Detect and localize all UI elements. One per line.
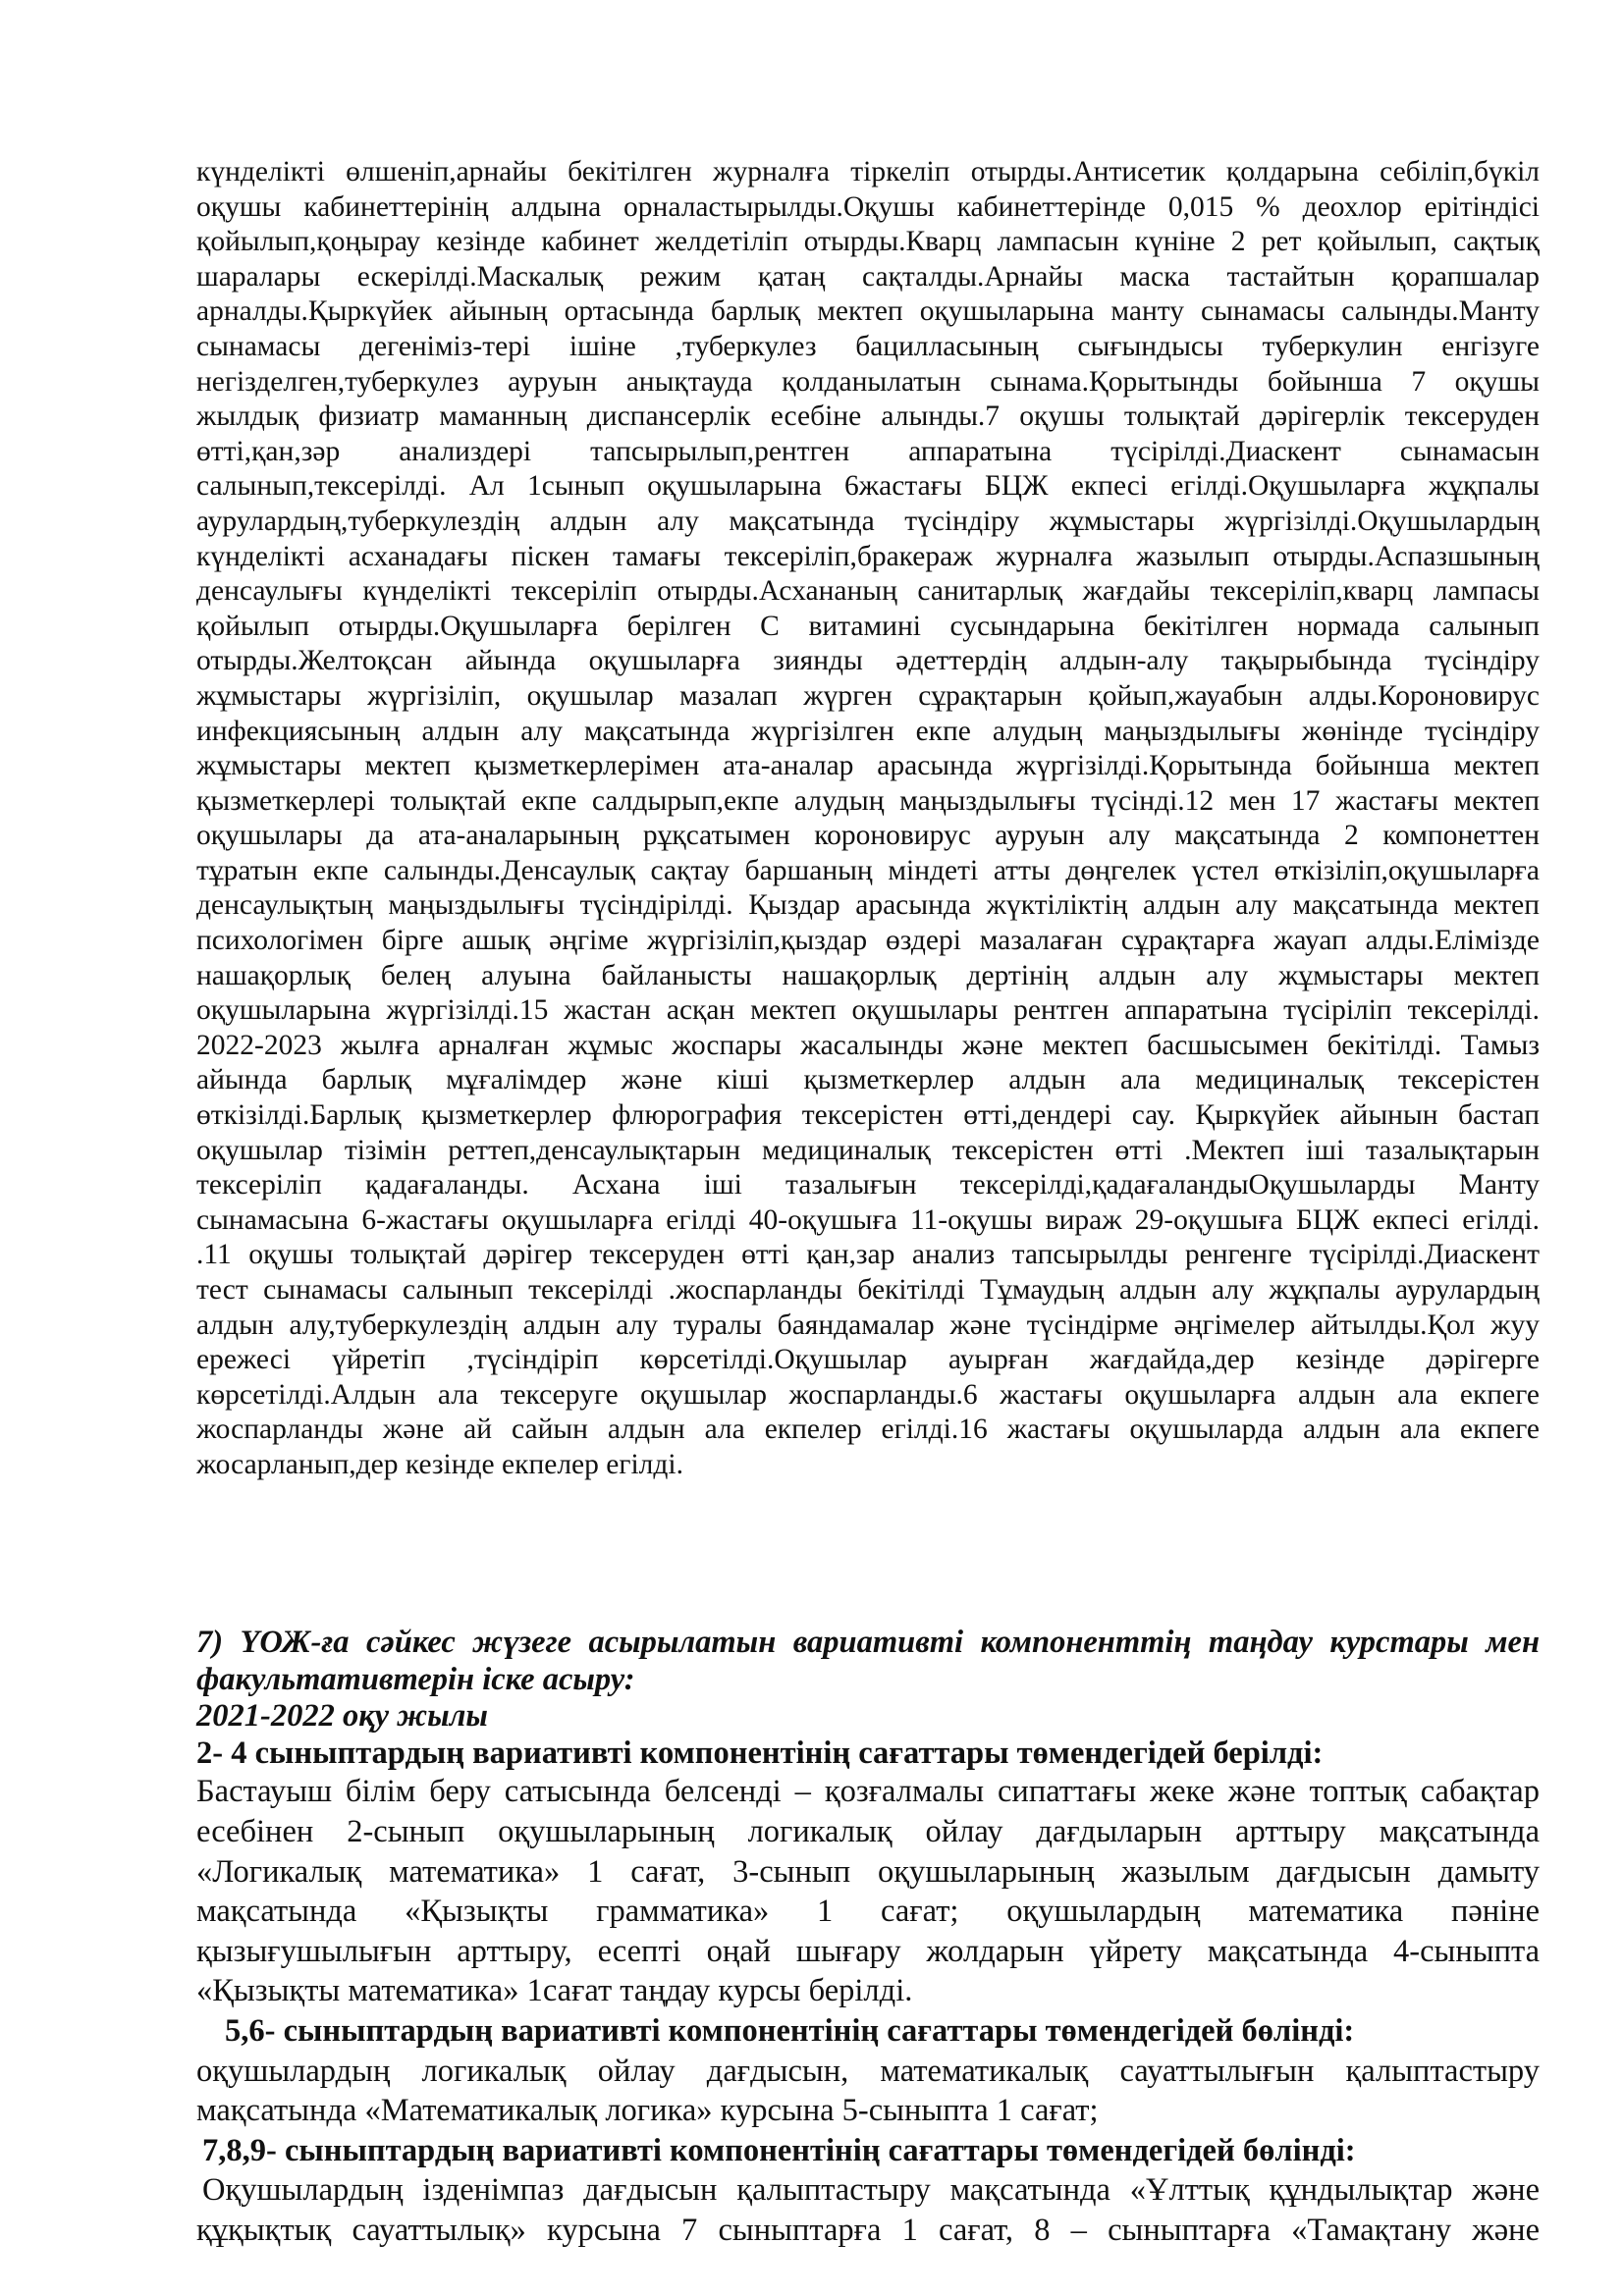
text-line: жылдық физиатр маманның диспансерлік есебіне алынды.7 оқушы толықтай дәрігерлік тексеруден: [196, 400, 1540, 433]
text-line: негізделген,туберкулез ауруын анықтауда қолданылатын сынама.Қорытынды бойынша 7 оқушы: [196, 365, 1540, 398]
text-line: шаралары ескерілді.Маскалық режим қатаң сақталды.Арнайы маска тастайтын қорапшалар: [196, 260, 1540, 293]
text-line: өткізілді.Барлық қызметкерлер флюрография тексерістен өтті,дендері сау. Қыркүйек айынын бастап: [196, 1099, 1540, 1132]
grades-5-6-title: 5,6- сыныптардың вариативті компонентінің сағаттары төмендегідей бөлінді:: [225, 2012, 1355, 2049]
text-line: салынып,тексерілді. Ал 1сынып оқушыларына 6жастағы БЦЖ екпесі егілді.Оқушыларға жұқпалы: [196, 470, 1540, 503]
continuation-text: [196, 155, 1540, 1483]
text-line: қойылып отырды.Оқушыларға берілген С витамині сусындарына бекітілген нормада салынып: [196, 610, 1540, 642]
text-line: тұратын екпе салынды.Денсаулық сақтау баршаның міндеті атты дөңгелек үстел өткізіліп,оқушыларға: [196, 854, 1540, 886]
grades-7-9-title: 7,8,9- сыныптардың вариативті компонентінің сағаттары төмендегідей бөлінді:: [202, 2132, 1356, 2168]
section-heading-line: факультативтерін іске асыру:: [196, 1661, 635, 1697]
text-line: мақсатында «Математикалық логика» курсына 5-сыныпта 1 сағат;: [196, 2093, 1099, 2129]
text-line: жоспарланды және ай сайын алдын ала екпелер егілді.16 жастағы оқушыларда алдын ала екпеге: [196, 1414, 1540, 1446]
text-line: оқушылардың логикалық ойлау дағдысын, математикалық сауаттылығын қалыптастыру: [196, 2053, 1540, 2089]
text-line: есебінен 2-сынып оқушыларының логикалық ойлау дағдыларын арттыру мақсатында: [196, 1813, 1540, 1849]
section-7: [196, 1625, 1540, 2251]
text-line: өтті,қан,зәр анализдері тапсырылып,рентген аппаратына түсірілді.Диаскент сынамасын: [196, 435, 1540, 467]
text-line: 2022-2023 жылға арналған жұмыс жоспары жасалынды және мектеп басшысымен бекітілді. Тамыз: [196, 1029, 1540, 1061]
text-line: жосарланып,дер кезінде екпелер егілді.: [196, 1448, 683, 1480]
text-line: арналды.Қыркүйек айының ортасында барлық мектеп оқушыларына манту сынамасы салынды.Манту: [196, 295, 1540, 328]
section-heading: [196, 1625, 1540, 1698]
text-line: оқушылары да ата-аналарының рұқсатымен короновирус ауруын алу мақсатында 2 компонеттен: [196, 820, 1540, 852]
text-line: оқушыларына жүргізілді.15 жастан асқан мектеп оқушылары рентген аппаратына түсіріліп тексерілді.: [196, 994, 1540, 1027]
grades-7-9-block: [196, 2131, 1540, 2251]
text-line: қызығушылығын арттыру, есепті оңай шығару жолдарын үйрету мақсатында 4-сыныпта: [196, 1933, 1540, 1969]
text-line: күнделікті асханадағы піскен тамағы тексеріліп,бракераж журналға жазылып отырды.Аспазшының: [196, 540, 1540, 572]
text-line: көрсетілді.Алдын ала тексеруге оқушылар жоспарланды.6 жастағы оқушыларға алдын ала екпеге: [196, 1378, 1540, 1411]
text-line: алдын алу,туберкулездің алдын алу туралы баяндамалар және түсіндірме әңгімелер айтылды.Қол жуу: [196, 1308, 1540, 1341]
text-line: тест сынамасы салынып тексерілді .жоспарланды бекітілді Тұмаудың алдын алу жұқпалы аурулардың: [196, 1274, 1540, 1306]
text-line: денсаулықтың маңыздылығы түсіндірілді. Қыздар арасында жүктіліктің алдын алу мақсатында мектеп: [196, 889, 1540, 922]
text-line: сынамасы дегеніміз-тері ішіне ,туберкулез бацилласының сығындысы туберкулин енгізуге: [196, 330, 1540, 362]
text-line: «Логикалық математика» 1 сағат, 3-сынып оқушыларының жазылым дағдысын дамыту: [196, 1853, 1540, 1890]
text-line: аурулардың,туберкулездің алдын алу мақсатында түсіндіру жұмыстары жүргізілді.Оқушылардың: [196, 505, 1540, 537]
text-line: .11 оқушы толықтай дәрігер тексеруден өтті қан,зар анализ тапсырылды ренгенге түсірілді.Диаскент: [196, 1239, 1540, 1271]
grades-2-4-block: [196, 1735, 1540, 2011]
text-line: «Қызықты математика» 1сағат таңдау курсы берілді.: [196, 1973, 913, 2009]
paragraph: [196, 1029, 1540, 1483]
text-line: инфекциясының алдын алу мақсатында жүргізілген екпе алудың маңыздылығы жөнінде түсіндіру: [196, 715, 1540, 747]
text-line: қызметкерлері толықтай екпе салдырып,екпе алудың маңыздылығы түсінді.12 мен 17 жастағы мектеп: [196, 784, 1540, 817]
text-line: айында барлық мұғалімдер және кіші қызметкерлер алдын ала медициналық тексерістен: [196, 1064, 1540, 1096]
text-line: сынамасына 6-жастағы оқушыларға егілді 40-оқушыға 11-оқушы вираж 29-оқушыға БЦЖ екпесі егілді.: [196, 1203, 1540, 1236]
text-line: күнделікті өлшеніп,арнайы бекітілген журналға тіркеліп отырды.Антисетик қолдарына себіліп,бүкіл: [196, 156, 1540, 187]
text-line: отырды.Желтоқсан айында оқушыларға зиянды әдеттердің алдын-алу тақырыбында түсіндіру: [196, 645, 1540, 677]
text-line: жұмыстары жүргізіліп, оқушылар мазалап жүрген сұрақтарын қойып,жауабын алды.Короновирус: [196, 679, 1540, 712]
text-line: Бастауыш білім беру сатысында белсенді – қозғалмалы сипаттағы жеке және топтық сабақтар: [196, 1774, 1540, 1810]
grades-2-4-title: 2- 4 сыныптардың вариативті компонентінің сағаттары төмендегідей берілді:: [196, 1735, 1324, 1771]
text-line: оқушылар тізімін реттеп,денсаулықтарын медициналық тексерістен өтті .Мектеп іші тазалықтарын: [196, 1134, 1540, 1166]
text-line: ережесі үйретіп ,түсіндіріп көрсетілді.Оқушылар ауырған жағдайда,дер кезінде дәрігерге: [196, 1344, 1540, 1376]
text-line: оқушы кабинеттерінің алдына орналастырылды.Оқушы кабинеттерінде 0,015 % деохлор ерітіндісі: [196, 190, 1540, 223]
academic-year-heading: 2021-2022 оқу жылы: [196, 1698, 488, 1735]
text-line: психологімен бірге ашық әңгіме жүргізіліп,қыздар өздері мазалаған сұрақтарға жауап алды.Елімізде: [196, 925, 1540, 957]
text-line: денсаулығы күнделікті тексеріліп отырды.Асхананың санитарлық жағдайы тексеріліп,кварц лампасы: [196, 575, 1540, 608]
text-line: қойылып,қоңырау кезінде кабинет желдетіліп отырды.Кварц лампасын күніне 2 рет қойылып, сақтық: [196, 226, 1540, 258]
text-line: тексеріліп қадағаланды. Асхана іші тазалығын тексерілді,қадағаландыОқушыларды Манту: [196, 1169, 1540, 1201]
text-line: Оқушылардың ізденімпаз дағдысын қалыптастыру мақсатында «Ұлттық құндылықтар және: [202, 2172, 1540, 2209]
section-heading-line: 7) ҮОЖ-ға сәйкес жүзеге асырылатын вариативті компоненттің таңдау курстары мен: [196, 1625, 1540, 1660]
text-line: мақсатында «Қызықты грамматика» 1 сағат; оқушылардың математика пәніне: [196, 1894, 1540, 1930]
text-line: жұмыстары мектеп қызметкерлерімен ата-аналар арасында жүргізілді.Қорытында бойынша мектеп: [196, 750, 1540, 782]
text-line: нашақорлық белең алуына байланысты нашақорлық дертінің алдын алу жұмыстары мектеп: [196, 959, 1540, 991]
text-line: құқықтық сауаттылық» курсына 7 сыныптарға 1 сағат, 8 – сыныптарға «Тамақтану және: [196, 2212, 1540, 2248]
paragraph: [196, 155, 1540, 1029]
grades-5-6-block: [196, 2011, 1540, 2131]
